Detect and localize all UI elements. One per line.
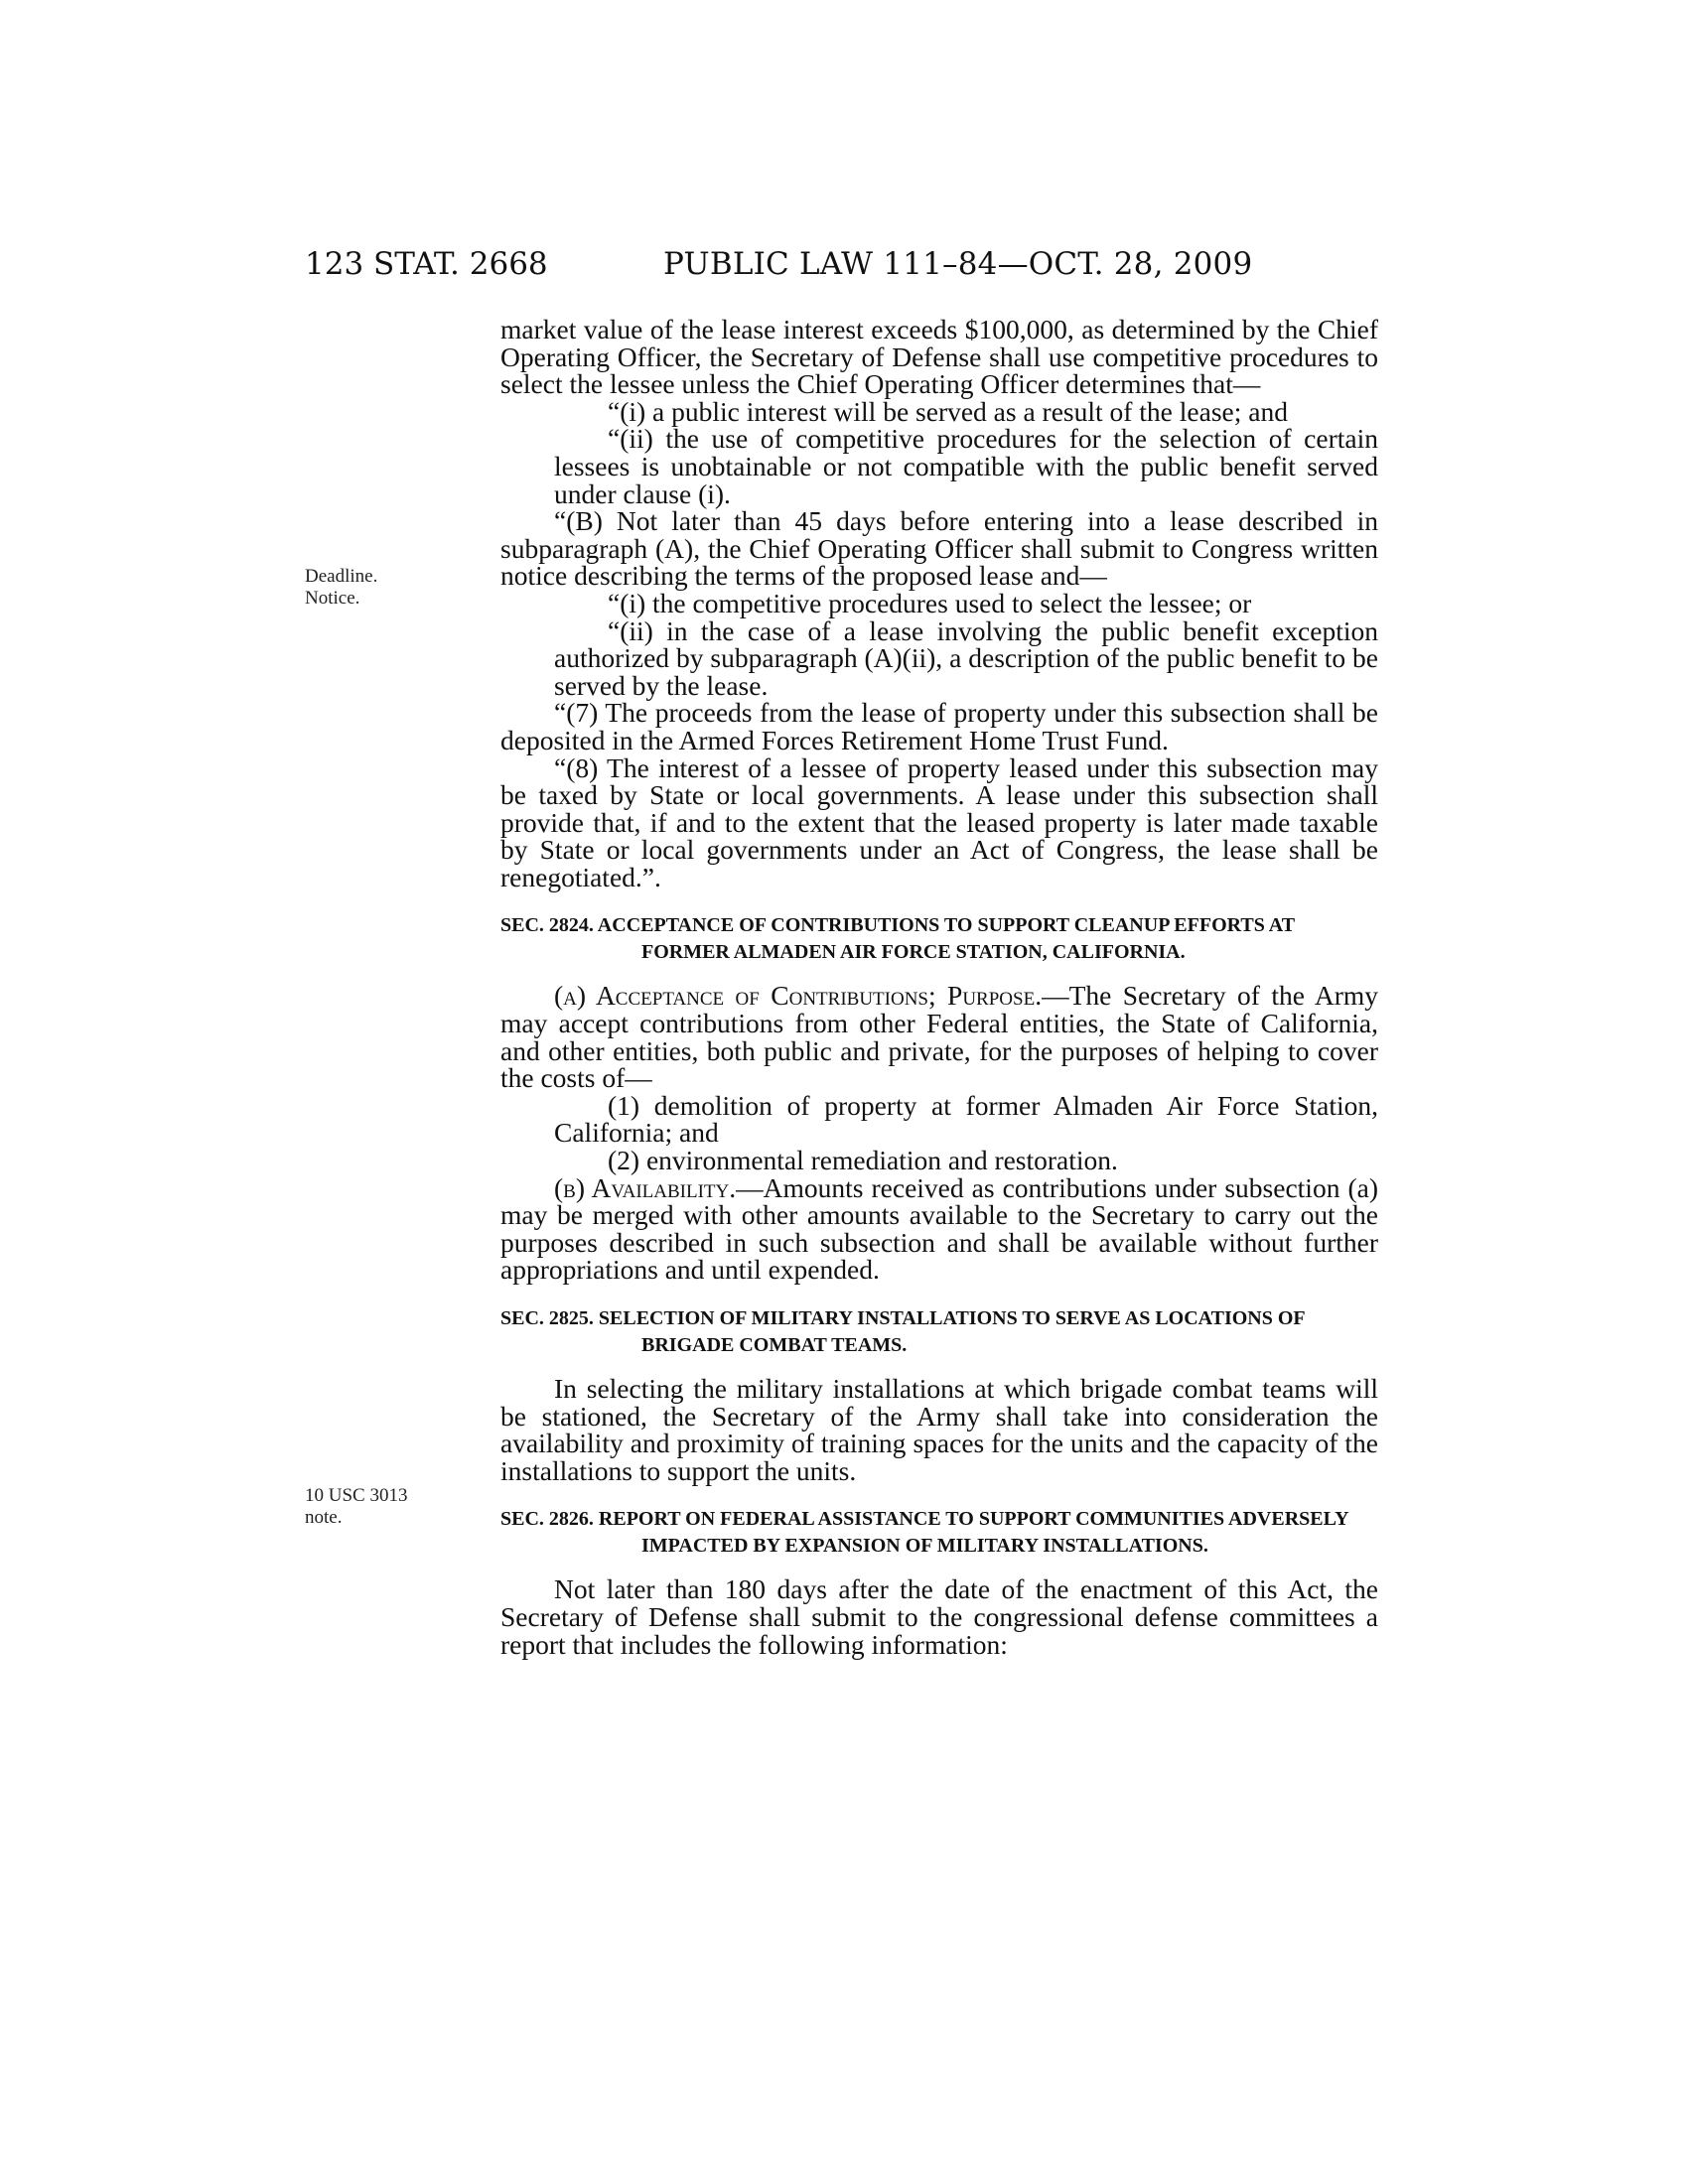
stat-page-number: 123 STAT. 2668 bbox=[305, 246, 548, 282]
subsection-b bbox=[500, 1171, 1378, 1286]
section-2824-heading: SEC. 2824. ACCEPTANCE OF CONTRIBUTIONS TO SUPPORT CLEANUP EFFORTS AT FORMER ALMADEN AIR FORCE STATION, CALIFORNIA. bbox=[500, 914, 1295, 964]
margin-note-deadline-line: Deadline. bbox=[305, 566, 378, 587]
margin-note-deadline bbox=[305, 566, 377, 610]
margin-note-note-line: note. bbox=[305, 1507, 343, 1528]
margin-note-notice-line: Notice. bbox=[305, 588, 360, 609]
item-2-remediation: (2) environmental remediation and restoration. bbox=[608, 1145, 1118, 1176]
subsection-a-label: (a) Acceptance of Contributions; Purpose. bbox=[554, 980, 1043, 1012]
document-body bbox=[500, 316, 1378, 1658]
section-2826-text: Not later than 180 days after the date of the enactment of this Act, the Secretary of Defense shall submit to the congressional defense committees a report that includes the following information: bbox=[500, 1573, 1378, 1660]
subsection-a-text: —The Secretary of the Army may accept contributions from other Federal entities, the State of California, and other entities, both public and private, for the purposes of helping to cover the costs of— bbox=[500, 980, 1378, 1094]
subsection-b-label: (b) Availability. bbox=[554, 1171, 737, 1203]
margin-note-usc bbox=[305, 1485, 407, 1529]
clause-ii-competitive: “(ii) the use of competitive procedures for the selection of certain lessees is unobtainable or not compatible with the public benefit served under clause (i). bbox=[554, 423, 1378, 509]
paragraph-market-value: market value of the lease interest exceeds $100,000, as determined by the Chief Operating Officer, the Secretary of Defense shall use competitive procedures to select the lessee unless the Chief Operating Officer determines that— bbox=[500, 314, 1378, 400]
section-2825-heading: SEC. 2825. SELECTION OF MILITARY INSTALLATIONS TO SERVE AS LOCATIONS OF BRIGADE COMBAT TEAMS. bbox=[500, 1307, 1305, 1356]
section-2826-heading: SEC. 2826. REPORT ON FEDERAL ASSISTANCE TO SUPPORT COMMUNITIES ADVERSELY IMPACTED BY EXPANSION OF MILITARY INSTALLATIONS. bbox=[500, 1508, 1348, 1558]
paragraph-7: “(7) The proceeds from the lease of property under this subsection shall be deposited in the Armed Forces Retirement Home Trust Fund. bbox=[500, 697, 1378, 755]
page-header bbox=[0, 246, 1688, 286]
item-1-demolition: (1) demolition of property at former Almaden Air Force Station, California; and bbox=[554, 1089, 1378, 1149]
public-law-title: PUBLIC LAW 111–84—OCT. 28, 2009 bbox=[663, 246, 1253, 282]
paragraph-8: “(8) The interest of a lessee of property leased under this subsection may be taxed by State or local governments. A lease under this subsection shall provide that, if and to the extent that the leased property is later made taxable by State or local governments under an Act of Congress, the lease shall be renegotiated.”. bbox=[500, 751, 1378, 892]
section-2825-text: In selecting the military installations at which brigade combat teams will be stationed, the Secretary of the Army shall take into consideration the availability and proximity of training spaces for the units and the capacity of the installations to support the units. bbox=[500, 1373, 1378, 1486]
subsection-b-text: —Amounts received as contributions under subsection (a) may be merged with other amounts available to the Secretary to carry out the purposes described in such subsection and shall be available without further appropriations and until expended. bbox=[500, 1171, 1378, 1286]
clause-i-procedures: “(i) the competitive procedures used to select the lessee; or bbox=[608, 587, 1252, 618]
subparagraph-b: “(B) Not later than 45 days before entering into a lease described in subparagraph (A), the Chief Operating Officer shall submit to Congress written notice describing the terms of the proposed lease and— bbox=[500, 505, 1378, 592]
margin-note-usc-line: 10 USC 3013 bbox=[305, 1485, 408, 1506]
clause-ii-public-benefit: “(ii) in the case of a lease involving the public benefit exception authorized by subparagraph (A)(ii), a description of the public benefit to be served by the lease. bbox=[554, 614, 1378, 701]
subsection-a bbox=[500, 980, 1378, 1094]
clause-i-public-interest: “(i) a public interest will be served as a result of the lease; and bbox=[608, 395, 1288, 427]
